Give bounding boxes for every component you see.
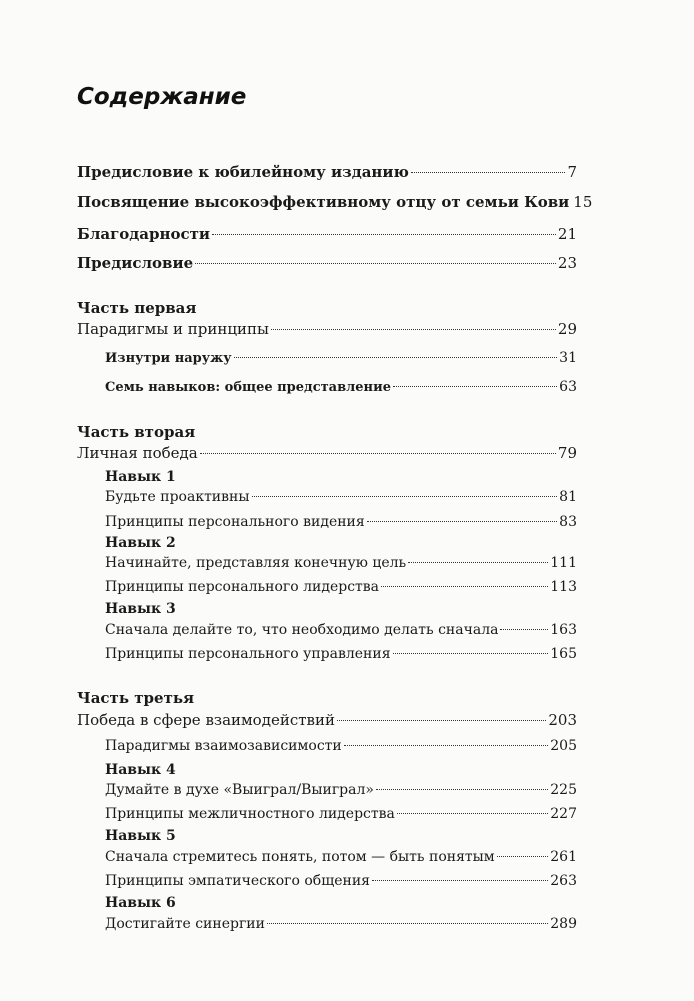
toc-entry-habit6-a[interactable]	[105, 913, 577, 935]
toc-entry-text: Семь навыков: общее представление	[105, 380, 391, 395]
habit-label: Навык 1	[105, 469, 176, 485]
toc-entry-habit3-b[interactable]	[105, 643, 577, 665]
dot-leader	[381, 586, 548, 587]
toc-entry-page: 79	[557, 444, 577, 462]
toc-entry-page: 81	[559, 489, 577, 505]
dot-leader	[393, 386, 557, 387]
toc-entry-text: Принципы эмпатического общения	[105, 873, 371, 889]
dot-leader	[376, 789, 548, 790]
toc-entry-seven-habits-overview[interactable]	[105, 376, 577, 398]
toc-entry-foreword-jubilee[interactable]	[77, 161, 577, 183]
dot-leader	[234, 357, 558, 358]
toc-entry-page: 205	[550, 738, 577, 754]
habit-label: Навык 2	[105, 535, 176, 551]
toc-entry-text: Принципы персонального видения	[105, 514, 365, 530]
toc-entry-text: Принципы персонального управления	[105, 646, 391, 662]
part-label: Часть вторая	[77, 423, 196, 441]
toc-entry-inside-out[interactable]	[105, 347, 577, 369]
toc-entry-acknowledgments[interactable]	[77, 223, 577, 245]
dot-leader	[500, 629, 548, 630]
toc-entry-page: 15	[573, 193, 593, 211]
toc-entry-text: Победа в сфере взаимодействий	[77, 711, 335, 729]
toc-entry-text: Личная победа	[77, 444, 198, 462]
toc-entry-page: 23	[557, 254, 577, 272]
toc-entry-page: 63	[559, 379, 577, 395]
dot-leader	[393, 653, 549, 654]
toc-entry-page: 203	[548, 711, 577, 729]
toc-entry-page: 31	[559, 350, 577, 366]
toc-entry-habit5-a[interactable]	[105, 846, 577, 868]
toc-entry-page: 7	[567, 163, 577, 181]
part-label: Часть третья	[77, 689, 195, 707]
part-label: Часть первая	[77, 299, 197, 317]
dot-leader	[367, 521, 557, 522]
dot-leader	[372, 880, 548, 881]
toc-entry-page: 261	[550, 849, 577, 865]
toc-entry-text: Начинайте, представляя конечную цель	[105, 555, 407, 571]
toc-entry-text: Принципы межличностного лидерства	[105, 806, 395, 822]
toc-entry-text: Благодарности	[77, 225, 211, 243]
dot-leader	[408, 562, 548, 563]
toc-entry-part3[interactable]	[77, 709, 577, 731]
page-title: Содержание	[77, 84, 247, 110]
dot-leader	[252, 496, 558, 497]
toc-entry-page: 263	[550, 873, 577, 889]
dot-leader	[411, 172, 566, 173]
toc-entry-dedication[interactable]	[77, 191, 593, 213]
toc-entry-text: Предисловие	[77, 254, 194, 272]
habit-label: Навык 3	[105, 601, 176, 617]
toc-entry-text: Парадигмы и принципы	[77, 320, 269, 338]
dot-leader	[397, 813, 548, 814]
habit-label: Навык 5	[105, 828, 176, 844]
dot-leader	[195, 263, 556, 264]
dot-leader	[271, 329, 556, 330]
dot-leader	[497, 856, 549, 857]
dot-leader	[267, 923, 548, 924]
toc-entry-habit1-a[interactable]	[105, 486, 577, 508]
toc-entry-page: 163	[550, 622, 577, 638]
toc-entry-page: 29	[557, 320, 577, 338]
toc-entry-text: Предисловие к юбилейному изданию	[77, 163, 409, 181]
toc-entry-habit1-b[interactable]	[105, 511, 577, 533]
toc-entry-page: 289	[550, 916, 577, 932]
dot-leader	[212, 234, 556, 235]
toc-entry-text: Принципы персонального лидерства	[105, 579, 380, 595]
toc-entry-part2[interactable]	[77, 442, 577, 464]
toc-entry-habit2-b[interactable]	[105, 576, 577, 598]
dot-leader	[200, 453, 556, 454]
toc-entry-part1[interactable]	[77, 318, 577, 340]
toc-entry-habit2-a[interactable]	[105, 552, 577, 574]
toc-entry-preface[interactable]	[77, 252, 577, 274]
toc-entry-page: 165	[550, 646, 577, 662]
toc-entry-page: 227	[550, 806, 577, 822]
toc-entry-text: Сначала стремитесь понять, потом — быть понятым	[105, 849, 495, 865]
toc-entry-page: 111	[550, 555, 577, 571]
toc-entry-text: Изнутри наружу	[105, 351, 232, 366]
dot-leader	[337, 720, 546, 721]
toc-entry-page: 225	[550, 782, 577, 798]
dot-leader	[344, 745, 549, 746]
toc-entry-text: Парадигмы взаимозависимости	[105, 738, 342, 754]
toc-entry-habit4-b[interactable]	[105, 803, 577, 825]
toc-entry-page: 83	[559, 514, 577, 530]
toc-entry-text: Достигайте синергии	[105, 916, 265, 932]
toc-entry-text: Сначала делайте то, что необходимо делать сначала	[105, 622, 499, 638]
toc-entry-page: 113	[550, 579, 577, 595]
toc-entry-habit4-a[interactable]	[105, 779, 577, 801]
toc-entry-page: 21	[557, 225, 577, 243]
habit-label: Навык 4	[105, 762, 176, 778]
toc-entry-habit3-a[interactable]	[105, 619, 577, 641]
toc-entry-text: Будьте проактивны	[105, 489, 250, 505]
toc-entry-interdependence[interactable]	[105, 735, 577, 757]
toc-entry-text: Думайте в духе «Выиграл/Выиграл»	[105, 782, 374, 798]
habit-label: Навык 6	[105, 895, 176, 911]
toc-entry-habit5-b[interactable]	[105, 870, 577, 892]
toc-entry-text: Посвящение высокоэффективному отцу от семьи Кови	[77, 193, 570, 211]
